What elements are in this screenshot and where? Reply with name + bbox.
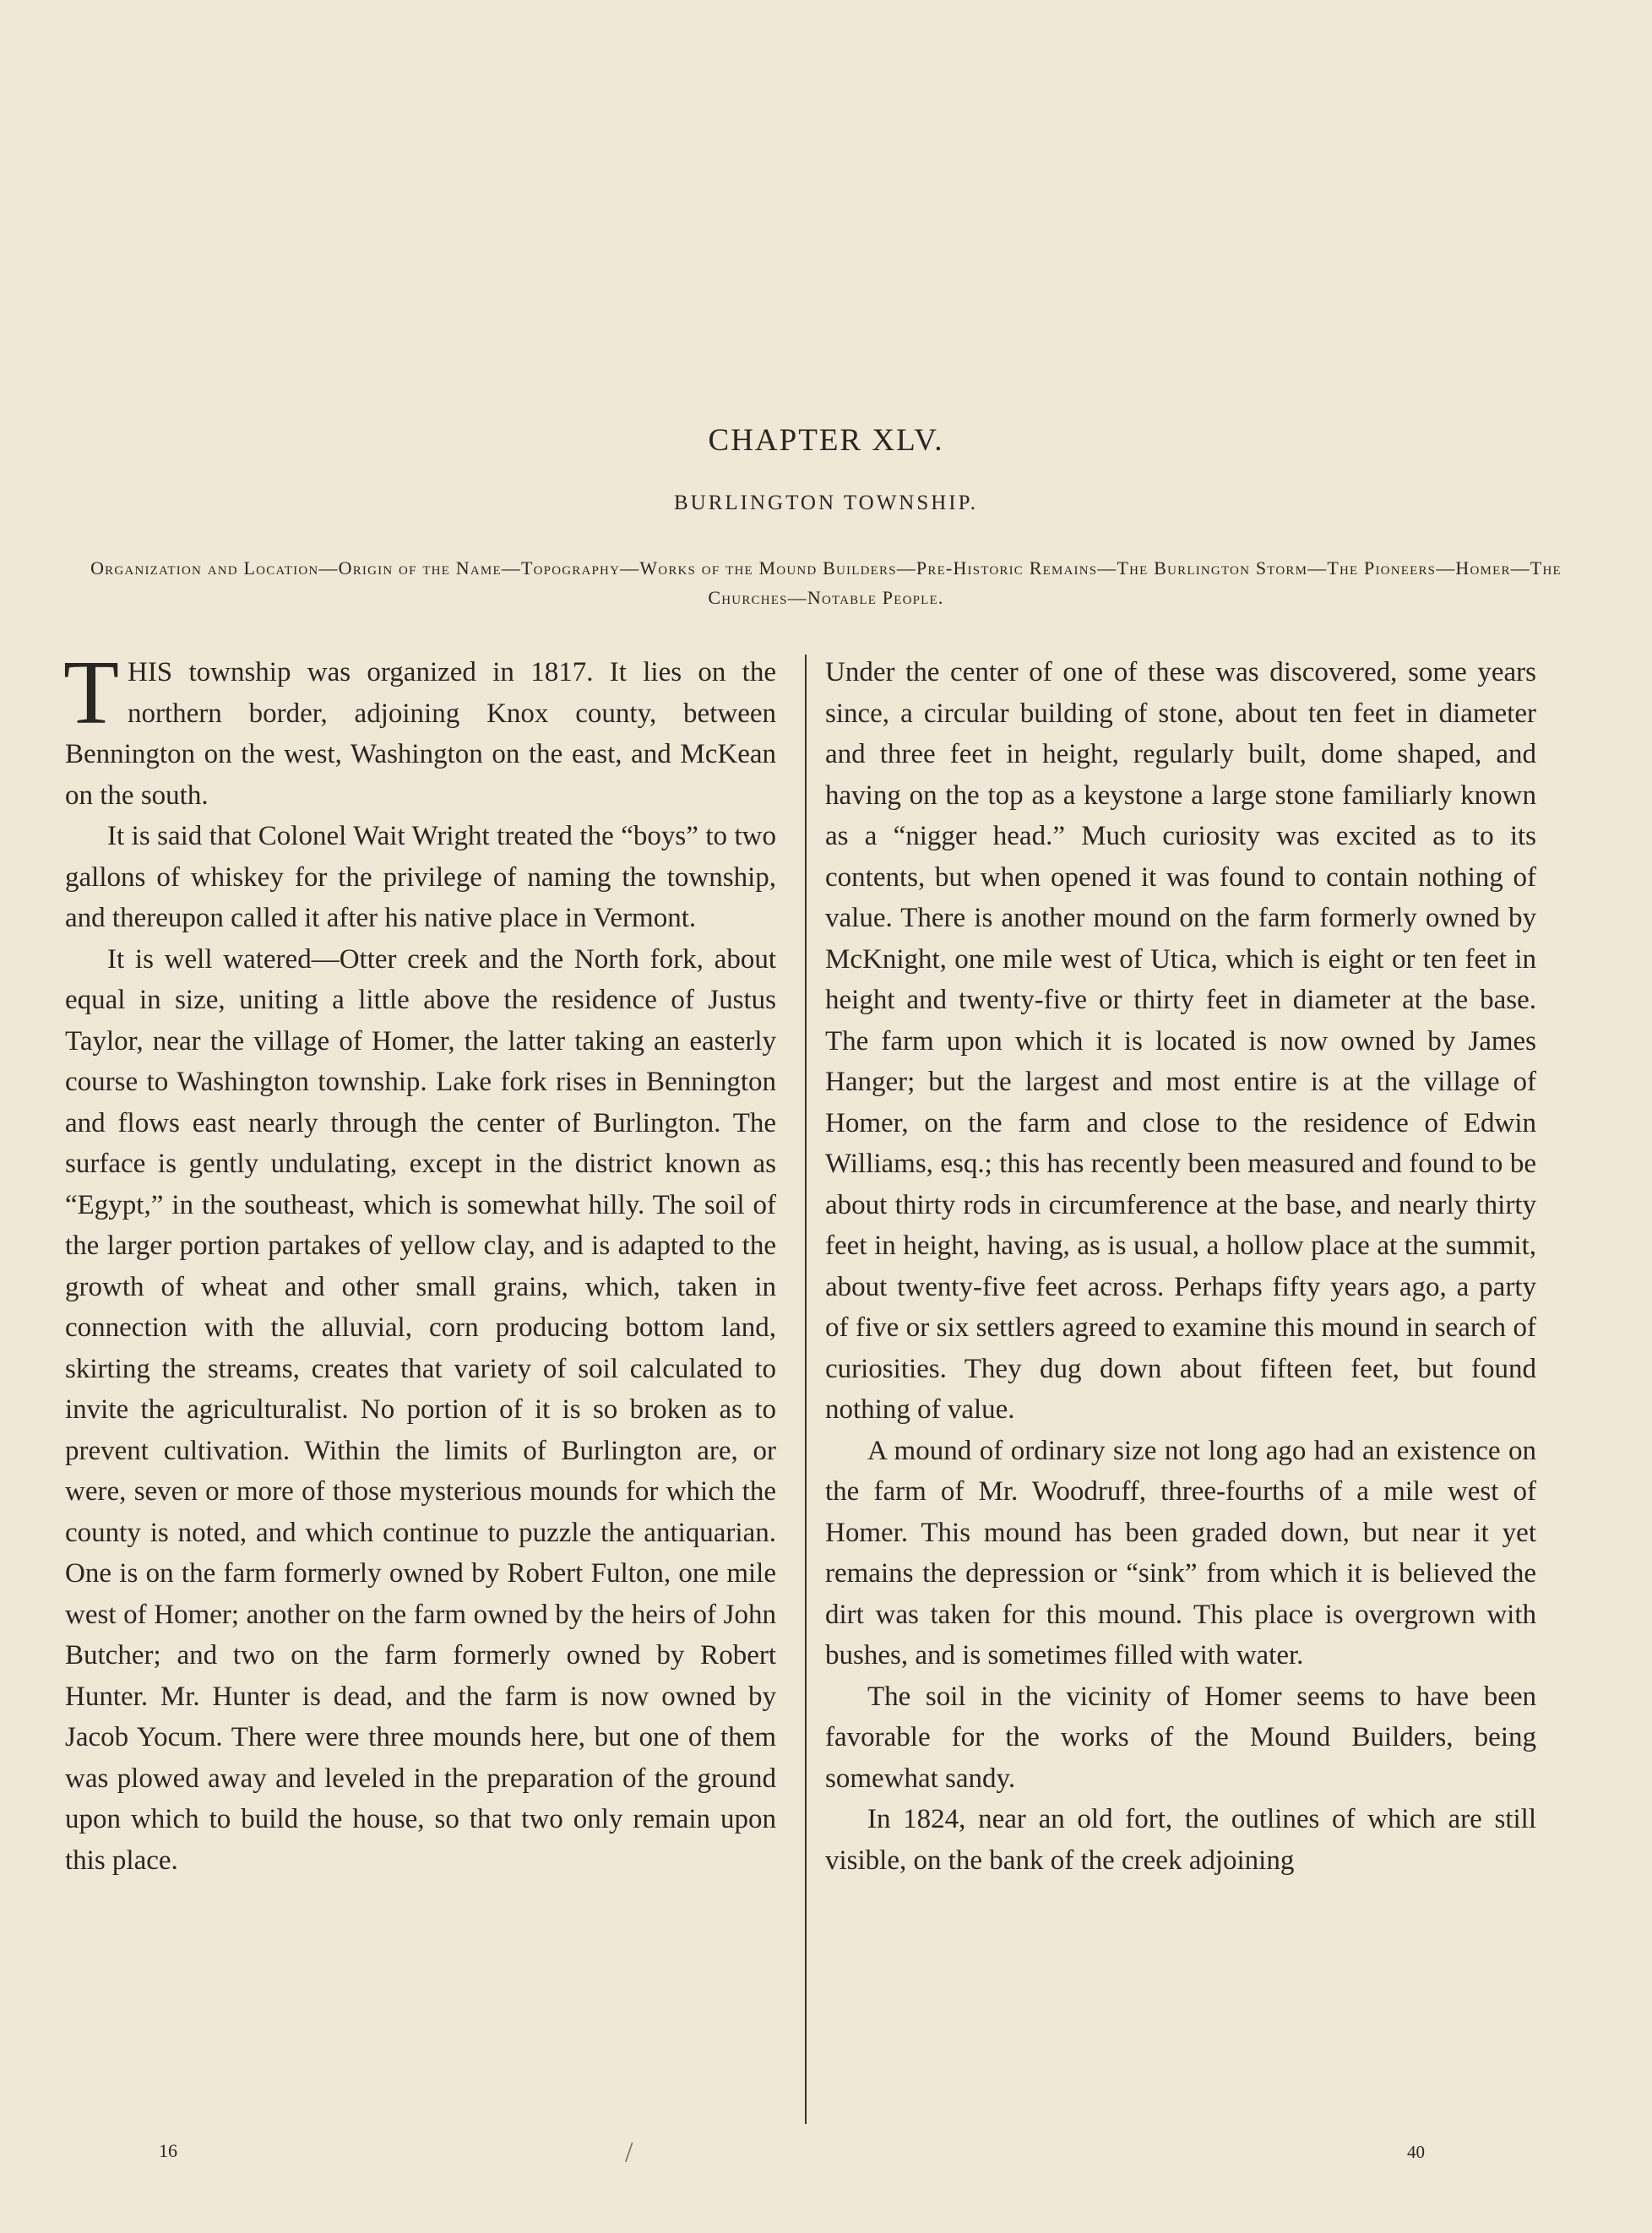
paragraph [63,643,776,816]
right-column [825,652,1536,1881]
paragraph: The soil in the vicinity of Homer seems to have been favorable for the works of the Mound Builders, being somewhat sandy. [825,1681,1536,1794]
drop-cap: T [63,643,119,743]
paragraph-text: HIS township was organized in 1817. It lies on the northern border, adjoining Knox county, between Bennington on the west, Washington on the east, and McKean on the south. [65,657,776,811]
paragraph: It is said that Colonel Wait Wright treated the “boys” to two gallons of whiskey for the privilege of naming the township, and thereupon called it after his native place in Vermont. [65,821,776,933]
paragraph: A mound of ordinary size not long ago had an existence on the farm of Mr. Woodruff, three-fourths of a mile west of Homer. This mound has been graded down, but near it yet remains the depression or “sink” from which it is believed the dirt was taken for this mound. This place is overgrown with bushes, and is sometimes filled with water. [825,1435,1536,1671]
paragraph: Under the center of one of these was discovered, some years since, a circular building of stone, about ten feet in diameter and three feet in height, regularly built, dome shaped, and having on the top as a keystone a large stone familiarly known as a “nigger head.” Much curiosity was excited as to its contents, but when opened it was found to contain nothing of value. There is another mound on the farm formerly owned by McKnight, one mile west of Utica, which is eight or ten feet in height and twenty-five or thirty feet in diameter at the base. The farm upon which it is located is now owned by James Hanger; but the largest and most entire is at the village of Homer, on the farm and close to the residence of Edwin Williams, esq.; this has recently been measured and found to be about thirty rods in circumference at the base, and nearly thirty feet in height, having, as is usual, a hollow place at the summit, about twenty-five feet across. Perhaps fifty years ago, a party of five or six settlers agreed to examine this mound in search of curiosities. They dug down about fifteen feet, but found nothing of value. [825,657,1536,1425]
chapter-subtitle: BURLINGTON TOWNSHIP. [673,492,979,514]
folio-number: 40 [1407,2142,1425,2162]
signature-mark: 16 [159,2140,177,2161]
chapter-title: CHAPTER XLV. [708,423,944,458]
paragraph: In 1824, near an old fort, the outlines of which are still visible, on the bank of the creek adjoining [825,1804,1536,1876]
left-column [63,643,776,1881]
printer-mark: / [625,2137,633,2168]
column-divider [805,655,807,2124]
chapter-synopsis: Organization and Location—Origin of the Name—Topography—Works of the Mound Builders—Pre-Historic Remains—The Burlington Storm—The Pioneers—Homer—The Churches—Notable People. [90,557,1562,608]
paragraph: It is well watered—Otter creek and the North fork, about equal in size, uniting a little above the residence of Justus Taylor, near the village of Homer, the latter taking an easterly course to Washington township. Lake fork rises in Bennington and flows east nearly through the center of Burlington. The surface is gently undulating, except in the district known as “Egypt,” in the southeast, which is somewhat hilly. The soil of the larger portion partakes of yellow clay, and is adapted to the growth of wheat and other small grains, which, taken in connection with the alluvial, corn producing bottom land, skirting the streams, creates that variety of soil calculated to invite the agriculturalist. No portion of it is so broken as to prevent cultivation. Within the limits of Burlington are, or were, seven or more of those mysterious mounds for which the county is noted, and which continue to puzzle the antiquarian. One is on the farm formerly owned by Robert Fulton, one mile west of Homer; another on the farm owned by the heirs of John Butcher; and two on the farm formerly owned by Robert Hunter. Mr. Hunter is dead, and the farm is now owned by Jacob Yocum. There were three mounds here, but one of them was plowed away and leveled in the preparation of the ground upon which to build the house, so that two only remain upon this place. [65,943,776,1876]
